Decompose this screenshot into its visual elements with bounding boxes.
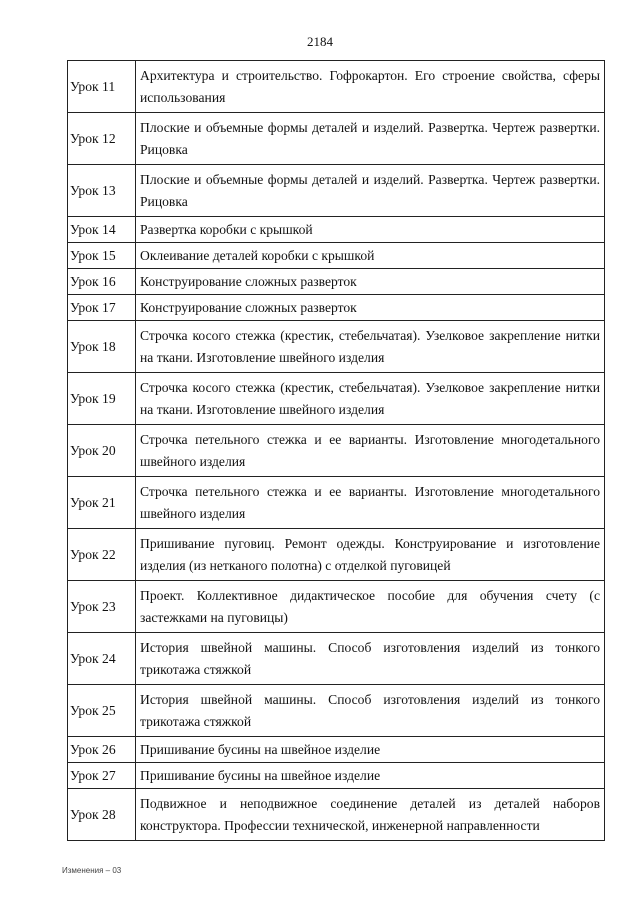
- lesson-number: Урок 21: [68, 477, 136, 529]
- lesson-topic: Архитектура и строительство. Гофрокартон. Его строение свойства, сферы использования: [136, 61, 605, 113]
- lesson-number: Урок 27: [68, 763, 136, 789]
- lesson-topic: Строчка косого стежка (крестик, стебельчатая). Узелковое закрепление нитки на ткани. Изготовление швейного изделия: [136, 373, 605, 425]
- lesson-number: Урок 22: [68, 529, 136, 581]
- table-row: [68, 321, 605, 373]
- table-row: [68, 61, 605, 113]
- lesson-topic: Пришивание бусины на швейное изделие: [136, 737, 605, 763]
- page-number: 2184: [307, 34, 333, 49]
- lesson-number: Урок 13: [68, 165, 136, 217]
- table-row: [68, 789, 605, 841]
- lesson-number: Урок 18: [68, 321, 136, 373]
- lesson-number: Урок 25: [68, 685, 136, 737]
- table-row: [68, 295, 605, 321]
- lesson-topic: Пришивание бусины на швейное изделие: [136, 763, 605, 789]
- table-row: [68, 477, 605, 529]
- lesson-topic: Конструирование сложных разверток: [136, 269, 605, 295]
- lesson-topic: Проект. Коллективное дидактическое пособие для обучения счету (с застежками на пуговицы): [136, 581, 605, 633]
- table-row: [68, 737, 605, 763]
- table-row: [68, 529, 605, 581]
- lesson-topic: Пришивание пуговиц. Ремонт одежды. Конструирование и изготовление изделия (из нетканого полотна) с отделкой пуговицей: [136, 529, 605, 581]
- lesson-number: Урок 24: [68, 633, 136, 685]
- lesson-number: Урок 26: [68, 737, 136, 763]
- lesson-number: Урок 14: [68, 217, 136, 243]
- lesson-topic: История швейной машины. Способ изготовления изделий из тонкого трикотажа стяжкой: [136, 685, 605, 737]
- lesson-number: Урок 19: [68, 373, 136, 425]
- lesson-topic: Плоские и объемные формы деталей и изделий. Развертка. Чертеж развертки. Рицовка: [136, 165, 605, 217]
- table-row: [68, 425, 605, 477]
- table-row: [68, 685, 605, 737]
- lesson-number: Урок 28: [68, 789, 136, 841]
- lesson-topic: Конструирование сложных разверток: [136, 295, 605, 321]
- table-row: [68, 217, 605, 243]
- table-row: [68, 633, 605, 685]
- lesson-topic: История швейной машины. Способ изготовления изделий из тонкого трикотажа стяжкой: [136, 633, 605, 685]
- lesson-table: [67, 60, 605, 841]
- lesson-topic: Строчка петельного стежка и ее варианты. Изготовление многодетального швейного изделия: [136, 425, 605, 477]
- table-row: [68, 581, 605, 633]
- table-row: [68, 243, 605, 269]
- lesson-number: Урок 15: [68, 243, 136, 269]
- table-row: [68, 269, 605, 295]
- table-row: [68, 165, 605, 217]
- lesson-number: Урок 12: [68, 113, 136, 165]
- lesson-number: Урок 23: [68, 581, 136, 633]
- lesson-topic: Подвижное и неподвижное соединение деталей из деталей наборов конструктора. Профессии технической, инженерной направленности: [136, 789, 605, 841]
- lesson-number: Урок 16: [68, 269, 136, 295]
- lesson-topic: Строчка петельного стежка и ее варианты. Изготовление многодетального швейного изделия: [136, 477, 605, 529]
- lesson-topic: Оклеивание деталей коробки с крышкой: [136, 243, 605, 269]
- footer-note: Изменения – 03: [62, 866, 122, 875]
- lesson-number: Урок 20: [68, 425, 136, 477]
- table-row: [68, 373, 605, 425]
- lesson-topic: Развертка коробки с крышкой: [136, 217, 605, 243]
- lesson-topic: Плоские и объемные формы деталей и изделий. Развертка. Чертеж развертки. Рицовка: [136, 113, 605, 165]
- table-row: [68, 113, 605, 165]
- lesson-topic: Строчка косого стежка (крестик, стебельчатая). Узелковое закрепление нитки на ткани. Изготовление швейного изделия: [136, 321, 605, 373]
- lesson-number: Урок 17: [68, 295, 136, 321]
- lesson-number: Урок 11: [68, 61, 136, 113]
- table-row: [68, 763, 605, 789]
